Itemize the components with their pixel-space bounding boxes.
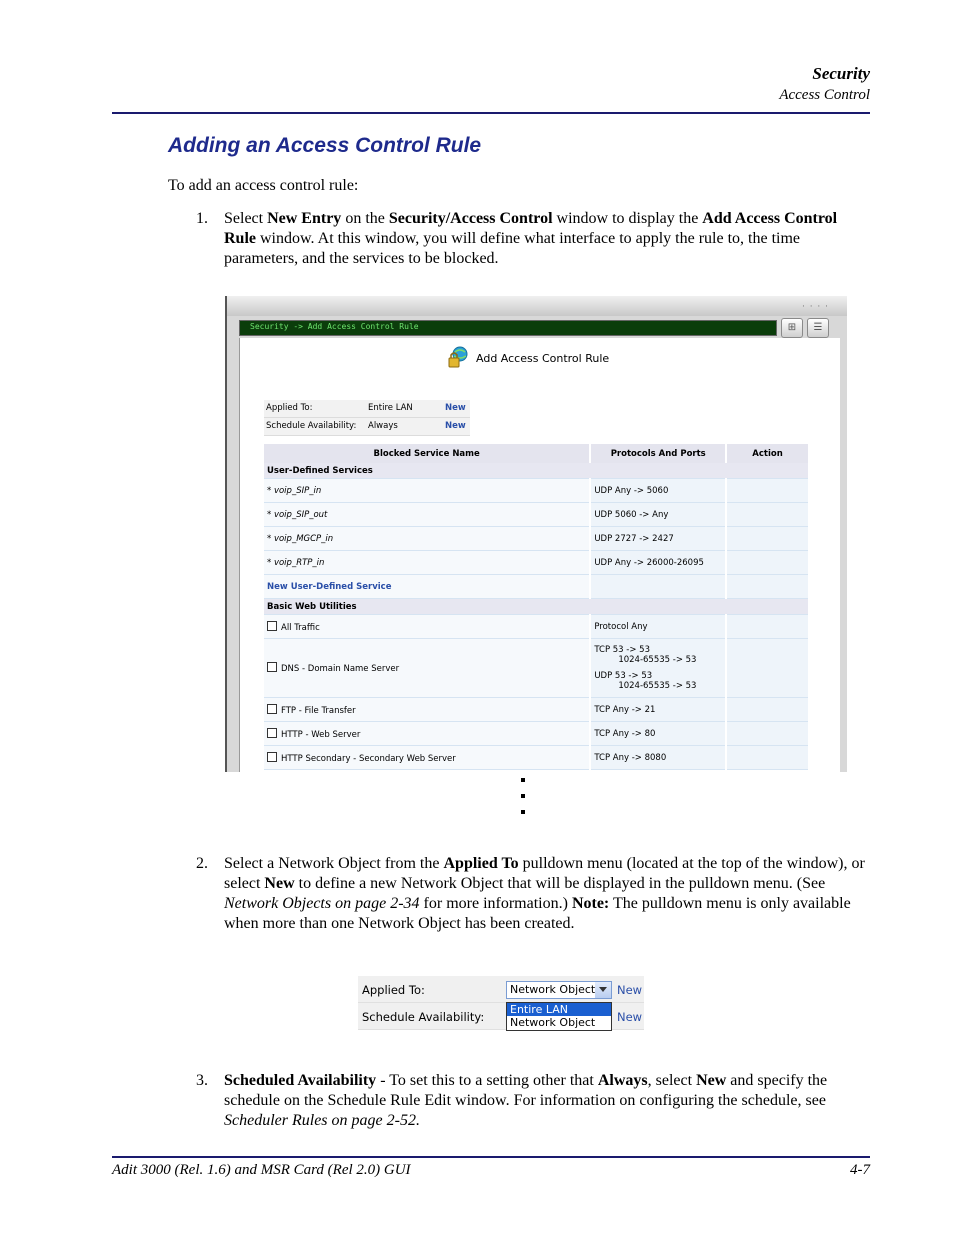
service-ports: TCP Any -> 8080 [590,746,726,770]
service-ports: UDP 5060 -> Any [590,503,726,527]
table-row: * voip_MGCP_in UDP 2727 -> 2427 [264,527,809,551]
service-ports: TCP Any -> 21 [590,698,726,722]
table-header [264,444,809,463]
page-number: 4-7 [850,1162,870,1178]
blocked-services-table [264,444,810,770]
service-name: DNS - Domain Name Server [281,664,400,674]
step-1-number: 1. [196,210,208,227]
intro-text: To add an access control rule: [168,177,359,194]
service-ports: TCP Any -> 80 [590,722,726,746]
service-ports: Protocol Any [590,615,726,639]
header-rule [112,112,870,114]
schedule-row [264,418,470,436]
table-row [264,639,809,698]
table-row: * voip_SIP_out UDP 5060 -> Any [264,503,809,527]
dns-port-line: 1024-65535 -> 53 [618,655,697,665]
table-row: * voip_SIP_in UDP Any -> 5060 [264,479,809,503]
footer-document-title: Adit 3000 (Rel. 1.6) and MSR Card (Rel 2.0) GUI [112,1162,411,1178]
selected-value: Network Object [510,983,596,996]
service-name[interactable]: voip_SIP_out [273,509,328,520]
dns-port-line: 1024-65535 -> 53 [618,681,697,691]
dns-checkbox[interactable] [267,662,277,672]
service-ports: UDP Any -> 26000-26095 [590,551,726,575]
ellipsis-dot [521,778,525,782]
table-row [264,722,809,746]
window-frame [227,296,847,316]
table-row [264,615,809,639]
schedule-label: Schedule Availability: [362,1010,485,1024]
dns-port-line: TCP 53 -> 53 [594,645,650,655]
dns-port-line: UDP 53 -> 53 [594,671,653,681]
footer-rule [112,1156,870,1158]
add-access-control-rule-screenshot [225,296,847,772]
service-name: HTTP Secondary - Secondary Web Server [281,753,456,764]
applied-to-select[interactable] [506,981,612,999]
chevron-down-icon[interactable] [595,982,611,998]
applied-to-value[interactable]: Entire LAN [368,403,413,413]
applied-to-label: Applied To: [362,983,425,997]
basic-web-utilities-header: Basic Web Utilities [264,599,809,615]
running-header-subtitle: Access Control [779,87,870,103]
http-secondary-checkbox[interactable] [267,752,277,762]
applied-to-new-link[interactable]: New [445,403,466,413]
table-row [264,746,809,770]
lock-globe-icon [448,346,468,368]
user-defined-header: User-Defined Services [264,463,809,479]
table-row: * voip_RTP_in UDP Any -> 26000-26095 [264,551,809,575]
step-3-number: 3. [196,1072,208,1089]
new-user-defined-service-link[interactable]: New User-Defined Service [267,581,392,592]
step-2-number: 2. [196,855,208,872]
dropdown-list [506,1002,612,1031]
breadcrumb: Security -> Add Access Control Rule [250,322,419,331]
schedule-value[interactable]: Always [368,421,398,431]
table-row [264,698,809,722]
service-name[interactable]: voip_MGCP_in [273,533,334,544]
breadcrumb-bar [239,320,777,336]
service-ports [590,639,726,698]
running-header-title: Security [812,64,870,83]
ellipsis-dot [521,810,525,814]
step-3-text: Scheduled Availability - To set this to a setting other that Always, select New and specify the schedule on the Schedule Rule Edit window. For information on configuring the schedule, see Scheduler Rules on page 2-52. [224,1072,828,1129]
http-checkbox[interactable] [267,728,277,738]
applied-to-dropdown-screenshot [358,976,678,1038]
table-row [264,575,809,599]
network-map-icon[interactable]: ⊞ [781,318,803,338]
section-title: Adding an Access Control Rule [168,134,482,157]
list-view-icon[interactable]: ☰ [807,318,829,338]
service-name[interactable]: voip_SIP_in [273,485,322,496]
service-ports: UDP Any -> 5060 [590,479,726,503]
service-name: HTTP - Web Server [281,729,361,740]
applied-to-label: Applied To: [266,403,313,413]
schedule-new-link[interactable]: New [445,421,466,431]
applied-to-row [264,400,470,418]
ellipsis-dot [521,794,525,798]
col-action: Action [726,444,809,463]
option-network-object[interactable]: Network Object [510,1016,596,1029]
applied-to-new-link[interactable]: New [617,983,643,997]
schedule-label: Schedule Availability: [266,421,357,431]
all-traffic-checkbox[interactable] [267,621,277,631]
step-1-text: Select New Entry on the Security/Access Control window to display the Add Access Control Rule window. At this window, you will define what interface to apply the rule to, the time parameters, and the services to be blocked. [224,210,838,267]
col-protocols: Protocols And Ports [590,444,726,463]
window-title: Add Access Control Rule [476,352,610,365]
step-2-text: Select a Network Object from the Applied To pulldown menu (located at the top of the window), or select New to define a new Network Object that will be displayed in the pulldown menu. (See Network Objects on page 2-34 for more information.) Note: The pulldown menu is only available when more than one Network Object has been created. [224,855,865,932]
service-name[interactable]: voip_RTP_in [273,557,325,568]
service-ports: UDP 2727 -> 2427 [590,527,726,551]
grip-icon: · · · · [801,302,829,312]
ftp-checkbox[interactable] [267,704,277,714]
service-name: FTP - File Transfer [281,705,356,716]
col-service-name: Blocked Service Name [264,444,590,463]
option-entire-lan[interactable]: Entire LAN [507,1003,611,1016]
schedule-new-link[interactable]: New [617,1010,643,1024]
service-name: All Traffic [281,622,320,633]
window-content [239,338,840,772]
